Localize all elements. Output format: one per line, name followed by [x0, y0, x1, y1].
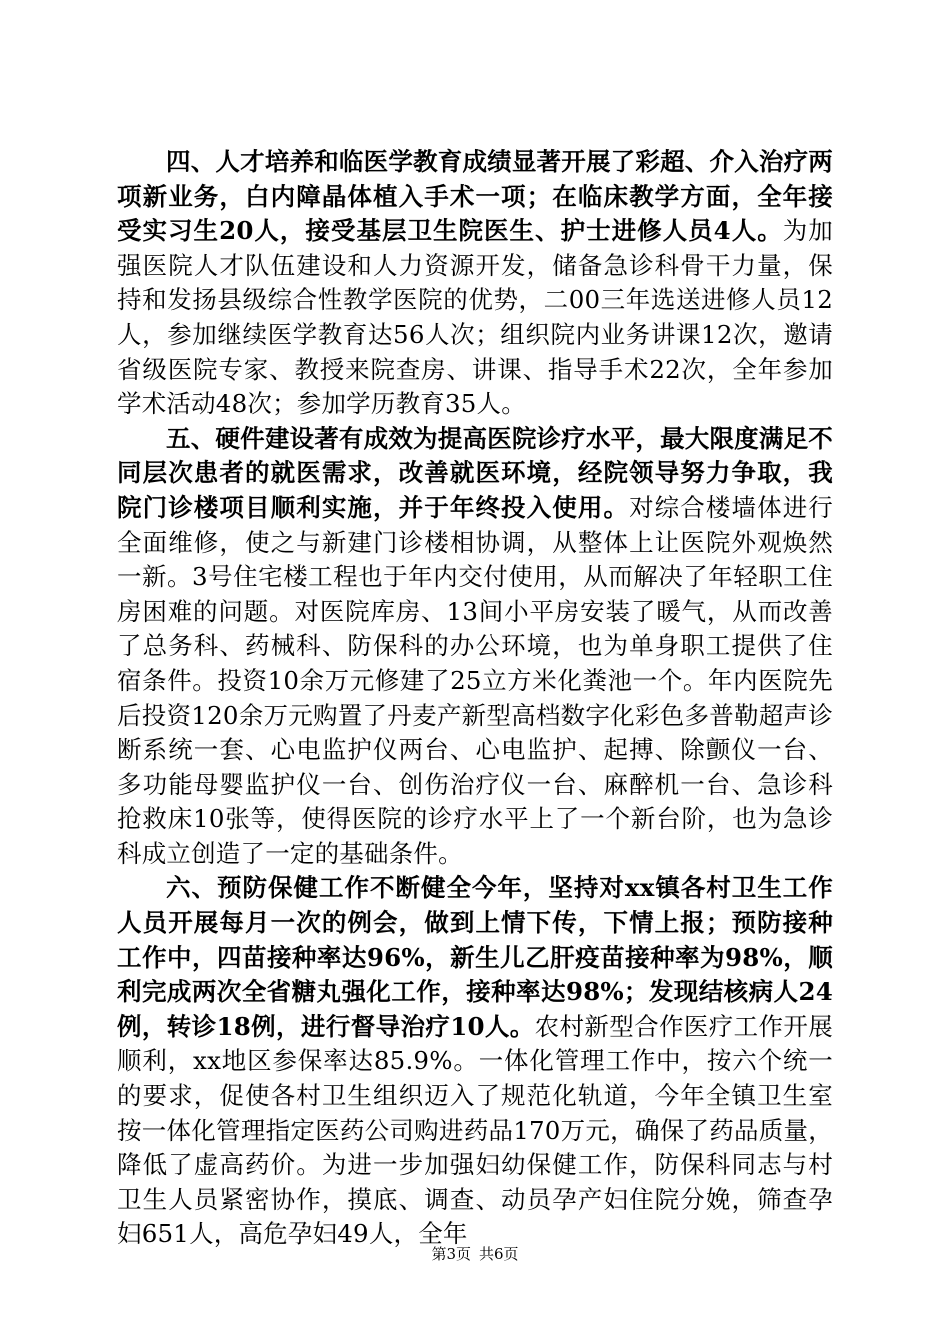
paragraph-preventive-care [117, 871, 833, 1252]
document-body [117, 145, 833, 1252]
paragraph-body: 农村新型合作医疗工作开展顺利，xx地区参保率达85.9%。一体化管理工作中，按六个统一的要求，促使各村卫生组织迈入了规范化轨道，今年全镇卫生室按一体化管理指定医药公司购进药品170万元，确保了药品质量，降低了虚高药价。为进一步加强妇幼保健工作，防保科同志与村卫生人员紧密协作，摸底、调查、动员孕产妇住院分娩，筛查孕妇651人，高危孕妇49人，全年 [117, 1011, 833, 1249]
paragraph-lead: 五、硬件建设著有成效为提高医院诊疗水平，最大限度满足不同层次患者的就医需求，改善就医环境，经院领导努力争取，我院门诊楼项目顺利实施，并于年终投入使用。 [117, 423, 833, 522]
page-number: 第3页 [431, 1245, 471, 1263]
paragraph-body: 为加强医院人才队伍建设和人力资源开发，储备急诊科骨干力量，保持和发扬县级综合性教学医院的优势，二00三年选送进修人员12人，参加继续医学教育达56人次；组织院内业务讲课12次，邀请省级医院专家、教授来院查房、讲课、指导手术22次，全年参加学术活动48次；参加学历教育35人。 [117, 216, 833, 419]
page-footer [0, 1243, 950, 1264]
paragraph-lead: 六、预防保健工作不断健全今年，坚持对xx镇各村卫生工作人员开展每月一次的例会，做到上情下传，下情上报；预防接种工作中，四苗接种率达96%，新生儿乙肝疫苗接种率为98%，顺利完成两次全省糖丸强化工作，接种率达98%；发现结核病人24例，转诊18例，进行督导治疗10人。 [117, 873, 833, 1041]
page-total: 共6页 [479, 1245, 519, 1263]
paragraph-hardware-construction [117, 422, 833, 872]
paragraph-talent-training [117, 145, 833, 422]
paragraph-body: 对综合楼墙体进行全面维修，使之与新建门诊楼相协调，从整体上让医院外观焕然一新。3号住宅楼工程也于年内交付使用，从而解决了年轻职工住房困难的问题。对医院库房、13间小平房安装了暖气，从而改善了总务科、药械科、防保科的办公环境，也为单身职工提供了住宿条件。投资10余万元修建了25立方米化粪池一个。年内医院先后投资120余万元购置了丹麦产新型高档数字化彩色多普勒超声诊断系统一套、心电监护仪两台、心电监护、起搏、除颤仪一台、多功能母婴监护仪一台、创伤治疗仪一台、麻醉机一台、急诊科抢救床10张等，使得医院的诊疗水平上了一个新台阶，也为急诊科成立创造了一定的基础条件。 [117, 492, 834, 868]
paragraph-lead: 四、人才培养和临医学教育成绩显著开展了彩超、介入治疗两项新业务，白内障晶体植入手术一项；在临床教学方面，全年接受实习生20人，接受基层卫生院医生、护士进修人员4人。 [117, 147, 833, 246]
